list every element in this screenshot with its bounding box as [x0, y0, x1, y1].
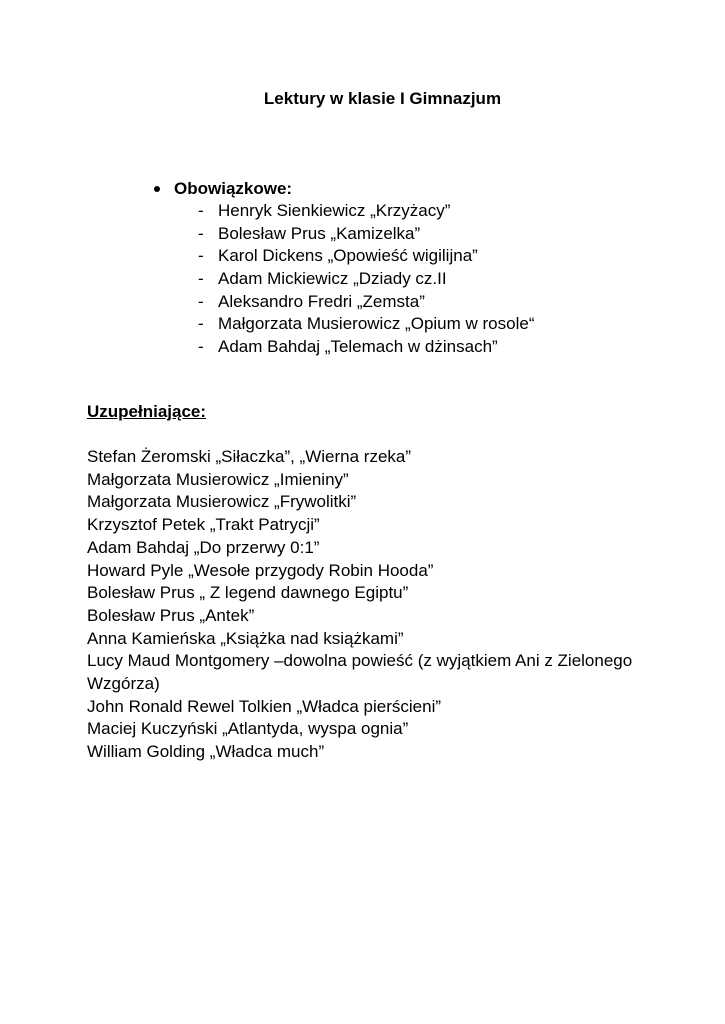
required-item-text: Adam Mickiewicz „Dziady cz.II: [218, 269, 447, 289]
required-item-text: Karol Dickens „Opowieść wigilijna”: [218, 246, 478, 266]
dash-icon: -: [198, 337, 204, 357]
list-item: [198, 268, 534, 291]
dash-icon: -: [198, 314, 204, 334]
list-item: Howard Pyle „Wesołe przygody Robin Hooda”: [87, 560, 434, 580]
list-item: [198, 336, 534, 359]
list-item: [198, 291, 534, 314]
list-item: Lucy Maud Montgomery –dowolna powieść (z wyjątkiem Ani z Zielonego Wzgórza): [87, 651, 633, 694]
list-item: Krzysztof Petek „Trakt Patrycji”: [87, 515, 320, 535]
required-heading: Obowiązkowe:: [174, 179, 293, 198]
dash-icon: -: [198, 201, 204, 220]
list-item: Stefan Żeromski „Siłaczka”, „Wierna rzeka”: [87, 447, 412, 466]
list-item: John Ronald Rewel Tolkien „Władca pierścieni”: [87, 696, 442, 716]
required-item-text: Małgorzata Musierowicz „Opium w rosole“: [218, 314, 535, 334]
required-list: [198, 200, 534, 359]
list-item: [198, 200, 534, 223]
list-item: Małgorzata Musierowicz „Imieniny”: [87, 469, 349, 489]
required-item-text: Bolesław Prus „Kamizelka”: [218, 223, 421, 243]
required-section: [150, 178, 534, 359]
list-item: [198, 313, 534, 336]
list-item: Anna Kamieńska „Książka nad książkami”: [87, 628, 404, 648]
bullet-icon: [154, 186, 160, 192]
list-item: Adam Bahdaj „Do przerwy 0:1”: [87, 537, 320, 557]
required-heading-row: [150, 178, 534, 200]
list-item: William Golding „Władca much”: [87, 742, 325, 762]
list-item: [198, 223, 534, 246]
dash-icon: -: [198, 246, 204, 266]
list-item: Bolesław Prus „ Z legend dawnego Egiptu”: [87, 583, 409, 603]
dash-icon: -: [198, 269, 204, 289]
dash-icon: -: [198, 291, 204, 311]
list-item: Małgorzata Musierowicz „Frywolitki”: [87, 492, 357, 512]
list-item: [198, 245, 534, 268]
supplementary-list: [87, 446, 687, 764]
list-item: Bolesław Prus „Antek”: [87, 605, 255, 625]
required-item-text: Aleksandro Fredri „Zemsta”: [218, 291, 425, 311]
supplementary-heading: Uzupełniające:: [87, 402, 207, 421]
required-item-text: Adam Bahdaj „Telemach w dżinsach”: [218, 337, 498, 357]
list-item: Maciej Kuczyński „Atlantyda, wyspa ognia”: [87, 719, 409, 739]
dash-icon: -: [198, 223, 204, 243]
required-item-text: Henryk Sienkiewicz „Krzyżacy”: [218, 201, 451, 220]
page-title: Lektury w klasie I Gimnazjum: [263, 89, 502, 108]
